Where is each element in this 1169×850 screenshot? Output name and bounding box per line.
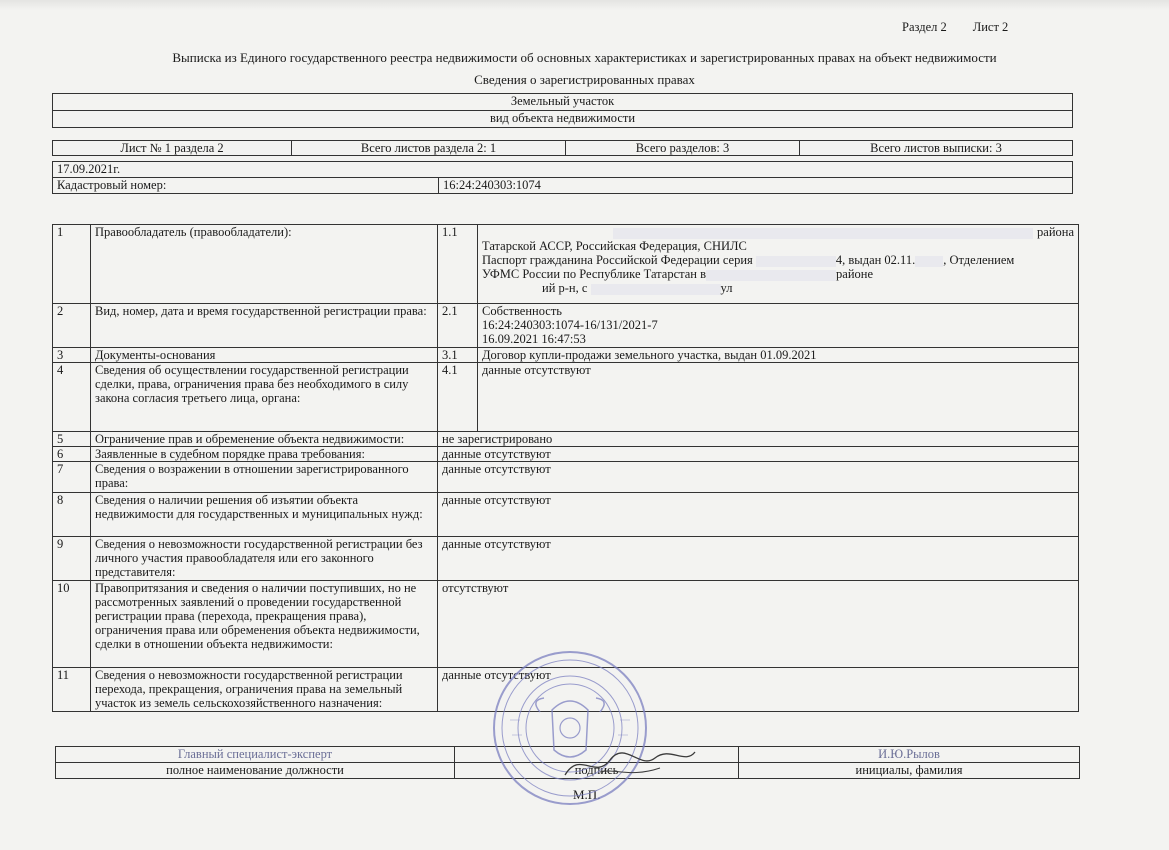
row-label: Правопритязания и сведения о наличии поступивших, но не рассмотренных заявлений о проведении государственной регистрации права (перехода, прекращения права), ограничения права или обременения объекта недвижимости, сделки в отношении объекта недвижимости: [91,581,438,668]
row-label: Сведения о наличии решения об изъятии объекта недвижимости для государственных и муниципальных нужд: [91,493,438,537]
section-sheet-header [902,20,1034,35]
table-row [53,447,1079,462]
object-type-caption: вид объекта недвижимости [53,111,1073,128]
row-subnumber: 3.1 [438,348,478,363]
owner-details [478,225,1079,304]
handwritten-signature [560,740,700,790]
sheet-number: Лист № 1 раздела 2 [53,141,292,156]
row-label: Сведения о невозможности государственной регистрации без личного участия правообладателя или его законного представителя: [91,537,438,581]
row-label: Правообладатель (правообладатели): [91,225,438,304]
row-subnumber: 1.1 [438,225,478,304]
row-number: 10 [53,581,91,668]
table-row [53,225,1079,304]
row-number: 1 [53,225,91,304]
row-label: Ограничение прав и обременение объекта недвижимости: [91,432,438,447]
redaction [706,270,836,281]
row-label: Документы-основания [91,348,438,363]
owner-line: районе [836,267,873,281]
table-row [53,304,1079,348]
row-label: Вид, номер, дата и время государственной регистрации права: [91,304,438,348]
total-sections: Всего разделов: 3 [566,141,800,156]
object-type-table [52,93,1073,128]
owner-line: ий р-н, с [542,281,588,295]
row-label: Заявленные в судебном порядке права требования: [91,447,438,462]
owner-line: 4, выдан 02.11. [835,253,916,267]
right-type: Собственность [482,304,562,318]
signature-caption: подпись [455,763,739,779]
row-number: 4 [53,363,91,432]
row-value: данные отсутствуют [478,363,1079,432]
cadastral-number: 16:24:240303:1074 [439,178,1073,194]
row-value: Договор купли-продажи земельного участка, выдан 01.09.2021 [478,348,1079,363]
redaction [613,228,1033,239]
row-number: 11 [53,668,91,712]
table-row [53,348,1079,363]
table-row [53,462,1079,493]
owner-line: района [1037,225,1074,239]
table-row [53,493,1079,537]
sheet-label: Лист 2 [972,20,1009,34]
row-label: Сведения об осуществлении государственной регистрации сделки, права, ограничения права без необходимого в силу закона согласия третьего лица, органа: [91,363,438,432]
row-value: данные отсутствуют [438,668,1079,712]
row-label: Сведения о возражении в отношении зарегистрированного права: [91,462,438,493]
registration-details [478,304,1079,348]
table-row [53,432,1079,447]
row-number: 2 [53,304,91,348]
object-type: Земельный участок [53,94,1073,111]
row-number: 7 [53,462,91,493]
rights-table [52,224,1079,712]
position-caption: полное наименование должности [56,763,455,779]
document-title: Выписка из Единого государственного реестра недвижимости об основных характеристиках и зарегистрированных правах на объект недвижимости [172,50,997,65]
owner-line: ул [720,281,733,295]
owner-line: , Отделением [943,253,1015,267]
cadastral-table [52,161,1073,194]
seal-caption: М.П. [573,787,601,802]
redaction [756,256,836,267]
row-number: 6 [53,447,91,462]
extract-date: 17.09.2021г. [53,162,1073,178]
row-label: Сведения о невозможности государственной регистрации перехода, прекращения, ограничения права на земельный участок из земель сельскохозяйственного назначения: [91,668,438,712]
sheets-info-table [52,140,1073,156]
registration-datetime: 16.09.2021 16:47:53 [482,332,586,346]
row-value: не зарегистрировано [438,432,1079,447]
row-value: данные отсутствуют [438,493,1079,537]
owner-line: Паспорт гражданина Российской Федерации серия [482,253,753,267]
total-sheets-extract: Всего листов выписки: 3 [800,141,1073,156]
row-value: данные отсутствуют [438,537,1079,581]
document-subtitle: Сведения о зарегистрированных правах [474,72,695,87]
redaction [915,256,943,267]
row-subnumber: 2.1 [438,304,478,348]
signer-position: Главный специалист-эксперт [56,747,455,763]
name-caption: инициалы, фамилия [739,763,1080,779]
owner-line: УФМС России по Республике Татарстан в [482,267,707,281]
table-row [53,363,1079,432]
row-value: данные отсутствуют [438,462,1079,493]
row-value: данные отсутствуют [438,447,1079,462]
redaction [591,284,721,295]
owner-line: Татарской АССР, Российская Федерация, СНИЛС [482,239,747,253]
section-label: Раздел 2 [902,20,947,34]
scan-edge-shadow [0,0,1169,10]
table-row [53,537,1079,581]
signer-name: И.Ю.Рылов [739,747,1080,763]
row-number: 5 [53,432,91,447]
row-number: 8 [53,493,91,537]
registration-number: 16:24:240303:1074-16/131/2021-7 [482,318,658,332]
total-sheets-section: Всего листов раздела 2: 1 [292,141,566,156]
row-number: 3 [53,348,91,363]
row-number: 9 [53,537,91,581]
row-value: отсутствуют [438,581,1079,668]
row-subnumber: 4.1 [438,363,478,432]
cadastral-label: Кадастровый номер: [53,178,439,194]
